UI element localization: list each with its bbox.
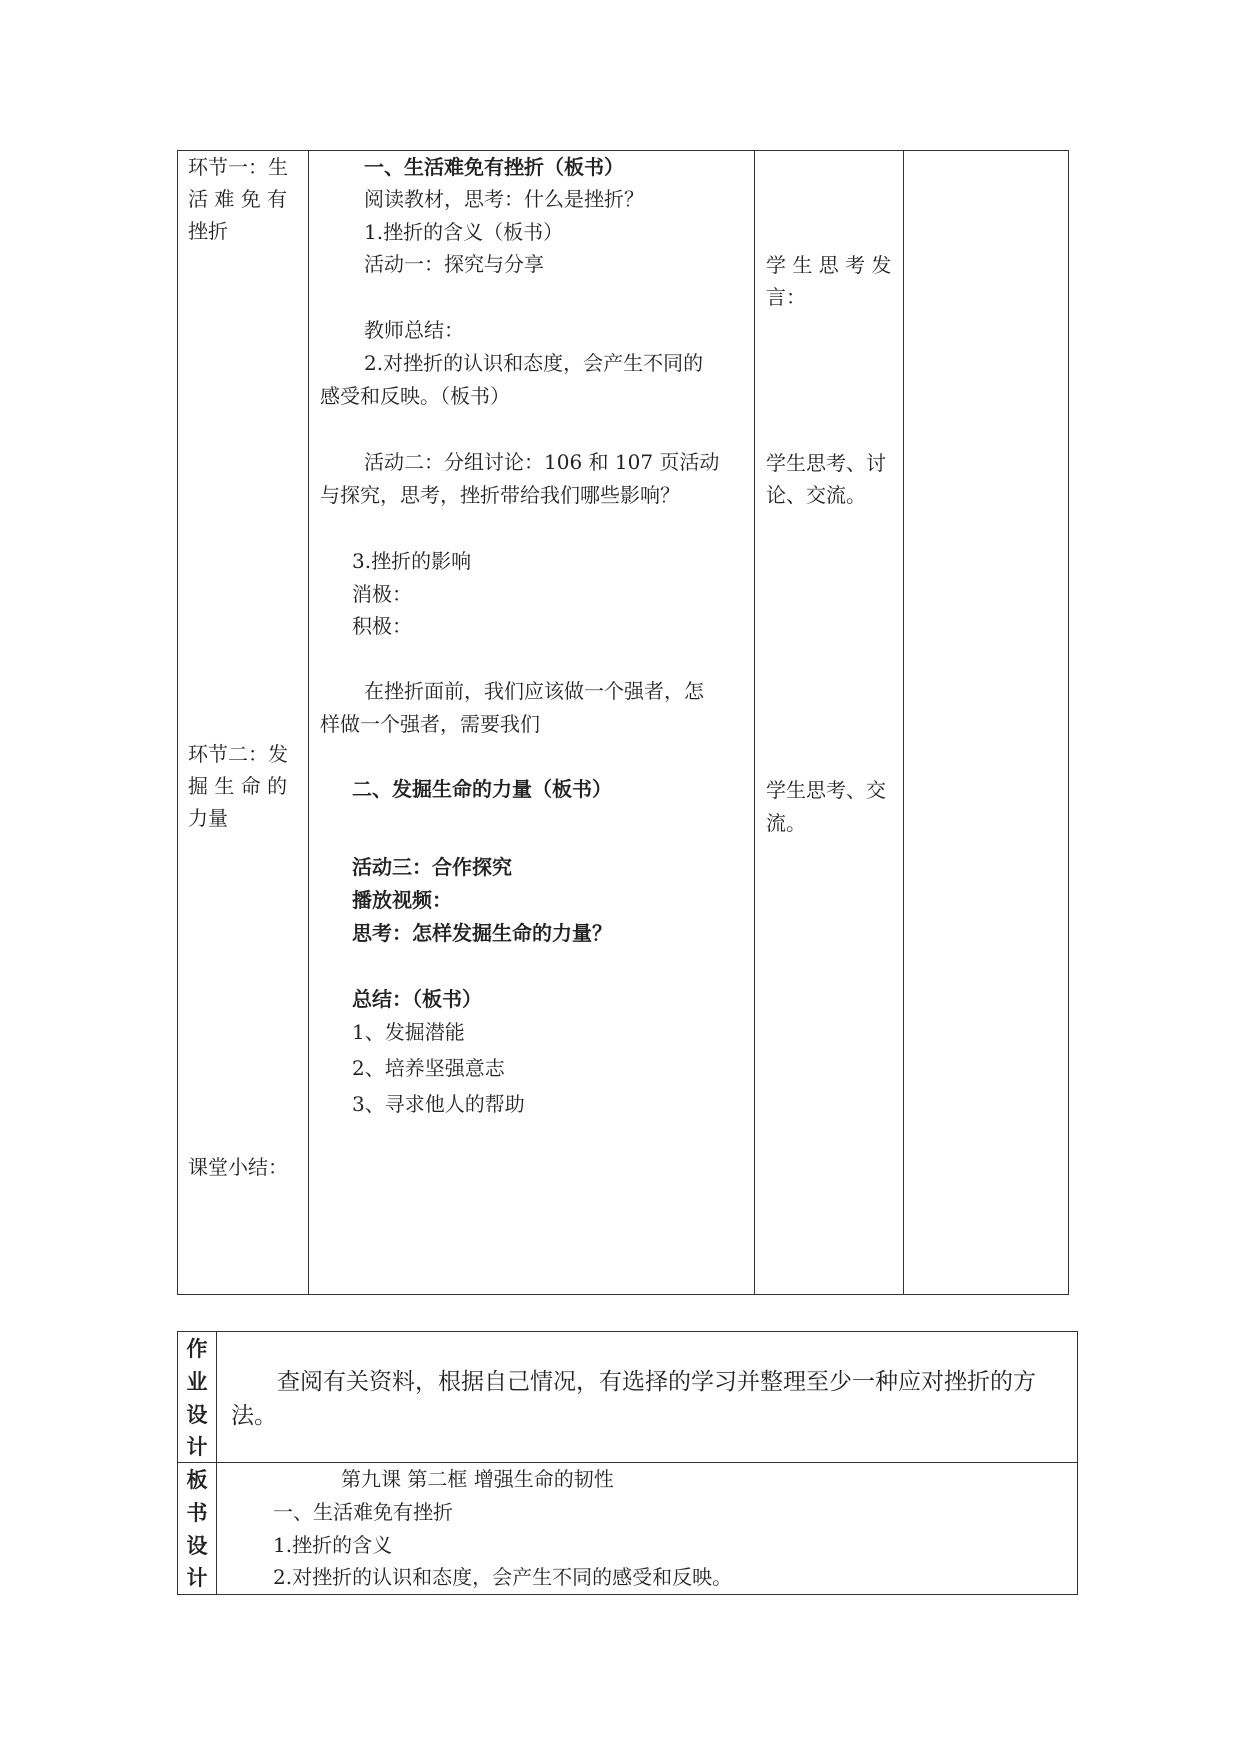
student-activity-1-line1: 学 生 思 考 发 [766, 253, 892, 277]
point2-line2: 感受和反映。（板书） [320, 384, 510, 408]
conclusion-item-1: 1、发掘潜能 [352, 1020, 465, 1044]
student-activity-2-line1: 学生思考、讨 [766, 451, 886, 475]
board-label-char-3: 设 [186, 1533, 208, 1558]
board-content-cell [217, 1463, 1078, 1595]
notes-column [904, 151, 1069, 1295]
stage-column [178, 151, 309, 1295]
activity2-line1: 活动二：分组讨论：106 和 107 页活动 [364, 450, 720, 474]
board-line-1: 一、生活难免有挫折 [273, 1500, 453, 1524]
homework-board-table [177, 1331, 1078, 1595]
conclusion-label: 总结：（板书） [352, 987, 482, 1011]
board-label-cell [178, 1463, 217, 1595]
homework-label-cell [178, 1332, 217, 1463]
class-summary-label: 课堂小结： [188, 1155, 288, 1179]
strong-line2: 样做一个强者，需要我们 [320, 712, 540, 736]
activity1-text: 活动一：探究与分享 [364, 252, 544, 276]
play-video-text: 播放视频： [352, 888, 452, 912]
stage2-line3: 力量 [188, 806, 228, 830]
student-activity-2-line2: 论、交流。 [766, 483, 866, 507]
board-label-char-2: 书 [186, 1500, 208, 1525]
board-line-2: 1.挫折的含义 [273, 1533, 393, 1557]
board-line-3: 2.对挫折的认识和态度，会产生不同的感受和反映。 [273, 1565, 733, 1589]
point3-influence: 3.挫折的影响 [352, 549, 472, 573]
homework-label-char-2: 业 [186, 1369, 208, 1394]
stage1-line3: 挫折 [188, 219, 228, 243]
board-title: 第九课 第二框 增强生命的韧性 [341, 1467, 614, 1491]
conclusion-item-3: 3、寻求他人的帮助 [352, 1092, 525, 1116]
homework-content-cell [217, 1332, 1078, 1463]
conclusion-item-2: 2、培养坚强意志 [352, 1056, 505, 1080]
think-power-text: 思考：怎样发掘生命的力量？ [352, 921, 612, 945]
student-activity-3-line1: 学生思考、交 [766, 778, 886, 802]
homework-text: 查阅有关资料，根据自己情况，有选择的学习并整理至少一种应对挫折的方法。 [231, 1369, 1036, 1429]
activity3-text: 活动三：合作探究 [352, 855, 512, 879]
student-activity-3-line2: 流。 [766, 811, 806, 835]
homework-label-char-1: 作 [186, 1336, 208, 1361]
teacher-content-column [309, 151, 755, 1295]
stage2-line1: 环节二：发 [188, 742, 288, 766]
negative-label: 消极： [352, 582, 412, 606]
homework-label-char-3: 设 [186, 1402, 208, 1427]
homework-label-char-4: 计 [186, 1434, 208, 1459]
student-activity-1-line2: 言： [766, 285, 806, 309]
point2-line1: 2.对挫折的认识和态度，会产生不同的 [364, 351, 704, 375]
point1-meaning: 1.挫折的含义（板书） [364, 220, 564, 244]
stage1-line2: 活 难 免 有 [188, 187, 288, 211]
stage1-line1: 环节一：生 [188, 155, 288, 179]
positive-label: 积极： [352, 614, 412, 638]
lesson-process-table [177, 150, 1069, 1295]
heading-life-power: 二、发掘生命的力量（板书） [352, 777, 612, 801]
stage2-line2: 掘 生 命 的 [188, 774, 288, 798]
strong-line1: 在挫折面前，我们应该做一个强者，怎 [364, 679, 704, 703]
read-think-text: 阅读教材，思考：什么是挫折？ [364, 187, 644, 211]
activity2-line2: 与探究，思考，挫折带给我们哪些影响？ [320, 483, 680, 507]
board-label-char-1: 板 [186, 1467, 208, 1492]
teacher-summary-label: 教师总结： [364, 318, 464, 342]
board-label-char-4: 计 [186, 1565, 208, 1590]
student-activity-column [755, 151, 904, 1295]
heading-setbacks: 一、生活难免有挫折（板书） [364, 155, 624, 179]
